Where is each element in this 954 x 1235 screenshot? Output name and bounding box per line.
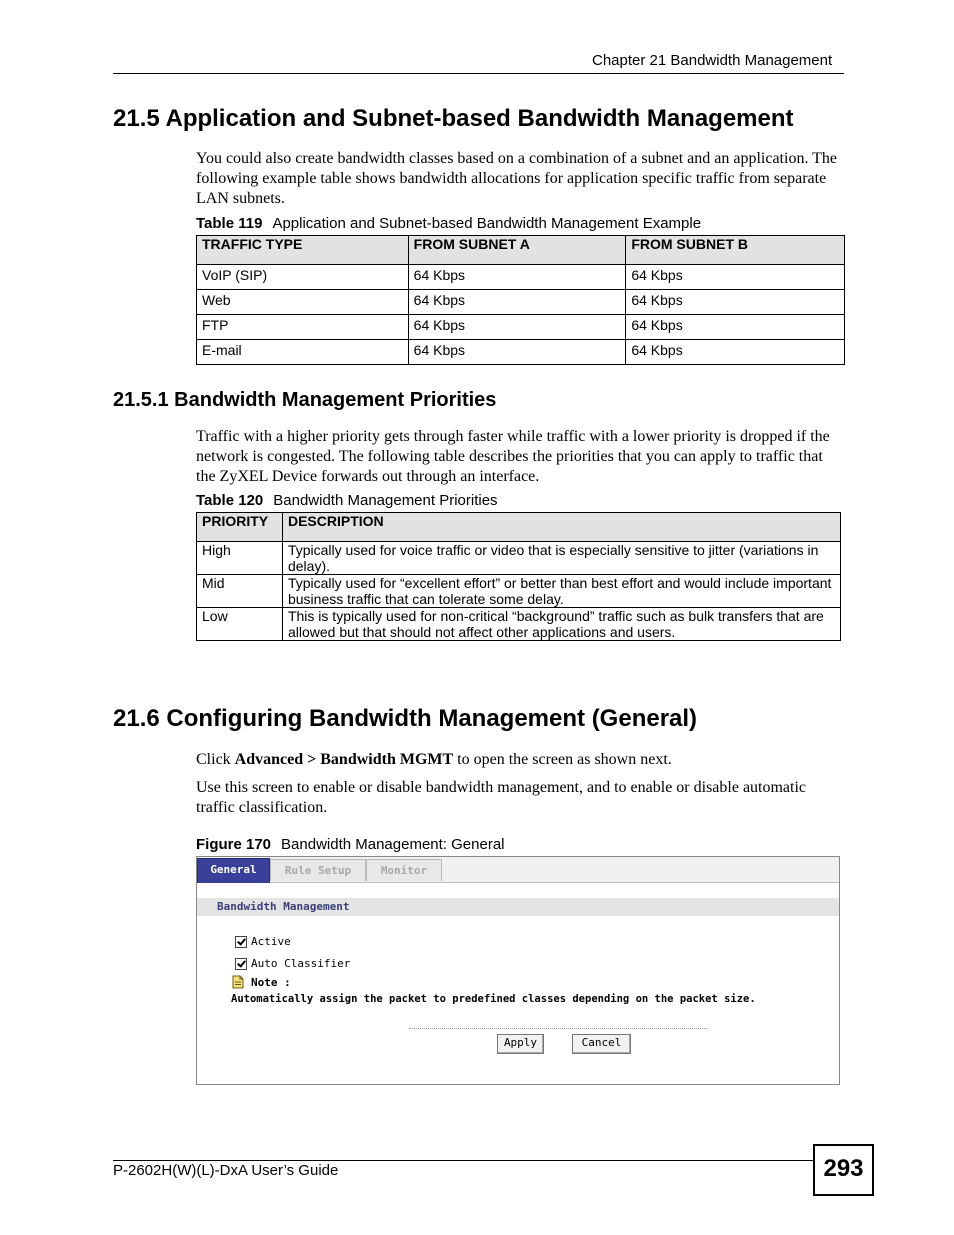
table-header-cell: FROM SUBNET B xyxy=(626,236,845,265)
table-119 xyxy=(196,235,845,365)
table-cell: VoIP (SIP) xyxy=(197,265,409,290)
table-cell: Typically used for “excellent effort” or better than best effort and would include important business traffic that can tolerate some delay. xyxy=(282,575,840,608)
table-row xyxy=(197,265,845,290)
tab-bar xyxy=(197,857,839,883)
table-cell: 64 Kbps xyxy=(408,315,626,340)
section-title-bar xyxy=(197,898,839,916)
table-120-label: Table 120 xyxy=(196,492,264,509)
table-cell: 64 Kbps xyxy=(626,340,845,365)
table-120-caption xyxy=(196,492,498,509)
section-title: Bandwidth Management xyxy=(217,900,350,913)
table-cell: 64 Kbps xyxy=(626,265,845,290)
footer-guide: P-2602H(W)(L)-DxA User’s Guide xyxy=(113,1162,339,1179)
table-cell: 64 Kbps xyxy=(408,340,626,365)
table-cell: 64 Kbps xyxy=(626,290,845,315)
table-header-cell: PRIORITY xyxy=(197,513,283,542)
page-number: 293 xyxy=(813,1144,874,1196)
menu-path: Advanced > Bandwidth MGMT xyxy=(234,751,454,768)
section-21-5-title: 21.5 Application and Subnet-based Bandwidth Management xyxy=(113,105,794,132)
tab-rule-setup[interactable]: Rule Setup xyxy=(270,859,366,881)
note-text: Automatically assign the packet to predefined classes depending on the packet size. xyxy=(231,993,756,1005)
table-row xyxy=(197,290,845,315)
table-header-cell: FROM SUBNET A xyxy=(408,236,626,265)
auto-classifier-label: Auto Classifier xyxy=(251,957,351,970)
note-row xyxy=(231,975,291,989)
table-row xyxy=(197,608,841,641)
table-header-cell: TRAFFIC TYPE xyxy=(197,236,409,265)
section-21-5-paragraph: You could also create bandwidth classes based on a combination of a subnet and an application. The following example table shows bandwidth allocations for application specific traffic from separate LAN subnets. xyxy=(196,150,838,207)
figure-170-label: Figure 170 xyxy=(196,836,272,853)
table-119-label: Table 119 xyxy=(196,215,263,232)
chapter-header: Chapter 21 Bandwidth Management xyxy=(592,52,833,69)
header-rule xyxy=(113,73,844,74)
table-119-caption xyxy=(196,215,701,232)
click-instruction xyxy=(196,750,842,770)
table-cell: E-mail xyxy=(197,340,409,365)
active-checkbox-row xyxy=(235,935,291,948)
section-21-6-title: 21.6 Configuring Bandwidth Management (General) xyxy=(113,705,698,732)
tab-general[interactable]: General xyxy=(197,858,270,883)
table-header-row xyxy=(197,513,841,542)
table-cell: This is typically used for non-critical “background” traffic such as bulk transfers that are allowed but that should not affect other applications and users. xyxy=(282,608,840,641)
table-header-row xyxy=(197,236,845,265)
table-row xyxy=(197,315,845,340)
table-header-cell: DESCRIPTION xyxy=(282,513,840,542)
table-cell: Web xyxy=(197,290,409,315)
table-cell: Low xyxy=(197,608,283,641)
table-cell: Mid xyxy=(197,575,283,608)
auto-classifier-checkbox-row xyxy=(235,957,350,970)
active-label: Active xyxy=(251,935,291,948)
click-suffix: to open the screen as shown next. xyxy=(453,751,672,768)
table-cell: High xyxy=(197,542,283,575)
section-21-5-1-paragraph: Traffic with a higher priority gets through faster while traffic with a lower priority is dropped if the network is congested. The following table describes the priorities that you can apply to traffic that the ZyXEL Device forwards out through an interface. xyxy=(196,428,830,485)
figure-170-caption xyxy=(196,836,505,853)
figure-170-title: Bandwidth Management: General xyxy=(281,836,505,853)
table-cell: FTP xyxy=(197,315,409,340)
auto-classifier-checkbox[interactable] xyxy=(235,958,247,970)
divider xyxy=(409,1028,707,1029)
table-119-title: Application and Subnet-based Bandwidth Management Example xyxy=(272,215,702,232)
note-icon xyxy=(231,975,245,989)
tab-monitor[interactable]: Monitor xyxy=(366,859,442,881)
table-120-title: Bandwidth Management Priorities xyxy=(273,492,498,509)
cancel-button[interactable]: Cancel xyxy=(572,1034,631,1054)
click-prefix: Click xyxy=(196,751,235,768)
section-21-5-1-title: 21.5.1 Bandwidth Management Priorities xyxy=(113,389,497,411)
table-cell: 64 Kbps xyxy=(626,315,845,340)
table-row xyxy=(197,542,841,575)
bandwidth-management-screen xyxy=(196,856,840,1085)
table-row xyxy=(197,340,845,365)
active-checkbox[interactable] xyxy=(235,936,247,948)
section-21-6-paragraph: Use this screen to enable or disable bandwidth management, and to enable or disable automatic traffic classification. xyxy=(196,779,807,816)
note-label: Note : xyxy=(251,975,291,989)
apply-button[interactable]: Apply xyxy=(497,1034,544,1054)
table-cell: 64 Kbps xyxy=(408,290,626,315)
table-cell: Typically used for voice traffic or video that is especially sensitive to jitter (variations in delay). xyxy=(282,542,840,575)
table-row xyxy=(197,575,841,608)
table-120 xyxy=(196,512,841,641)
table-cell: 64 Kbps xyxy=(408,265,626,290)
footer-rule xyxy=(113,1160,813,1161)
